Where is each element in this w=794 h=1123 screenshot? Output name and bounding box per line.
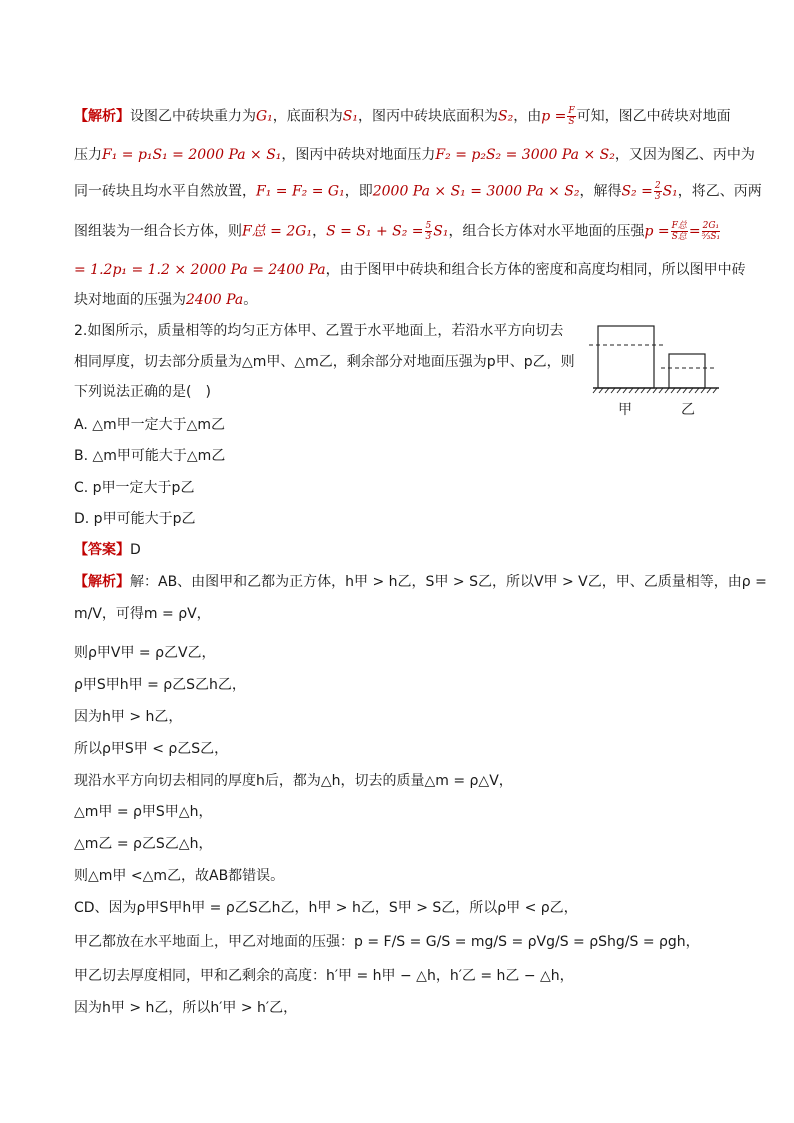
solution-line-8: △m甲 = ρ甲S甲△h， (74, 804, 213, 820)
answer-label: 【答案】 (74, 542, 130, 558)
option-a: A. △m甲一定大于△m乙 (74, 417, 226, 433)
prev-solution-line-4: 图组装为一组合长方体，则F总 = 2G₁，S = S₁ + S₂ = $\frac{5}{3}$ S₁，组合长方体对水平地面的压强p = $\frac{\text{F总}}{\text{S总}}$ = $\frac{\text{2G₁}}{\text{⁵⁄₃S₁}}$ (74, 221, 721, 242)
option-b: B. △m甲可能大于△m乙 (74, 448, 226, 464)
solution-line-1: 【解析】解：AB、由图甲和乙都为正方体，h甲 > h乙，S甲 > S乙，所以V甲 > V乙，甲、乙质量相等，由ρ = (74, 574, 767, 590)
solution-line-3: 则ρ甲V甲 = ρ乙V乙， (74, 645, 216, 661)
cubes-diagram (585, 318, 725, 422)
option-d: D. p甲可能大于p乙 (74, 511, 196, 527)
solution-line-12: 甲乙都放在水平地面上，甲乙对地面的压强：p = F/S = G/S = mg/S = ρVg/S = ρShg/S = ρgh， (74, 934, 700, 950)
ground-hatching (593, 388, 717, 393)
solution-line-14: 因为h甲 > h乙，所以h′甲 > h′乙， (74, 1000, 298, 1016)
solution-label: 【解析】 (74, 574, 130, 590)
solution-line-2: m/V，可得m = ρV， (74, 606, 211, 622)
prev-solution-line-2: 压力F₁ = p₁S₁ = 2000 Pa × S₁，图丙中砖块对地面压力F₂ = p₂S₂ = 3000 Pa × S₂，又因为图乙、丙中为 (74, 147, 755, 163)
solution-line-9: △m乙 = ρ乙S乙△h， (74, 836, 213, 852)
solution-line-5: 因为h甲 > h乙， (74, 709, 183, 725)
solution-label: 【解析】 (74, 108, 130, 125)
fraction-f-over-s: $\frac{F}{S}$ (568, 106, 575, 127)
cubes-figure (585, 318, 725, 422)
question-text-line-3: 下列说法正确的是( ) (74, 384, 211, 400)
prev-solution-line-6: 块对地面的压强为2400 Pa。 (74, 292, 258, 308)
label-jia: 甲 (618, 402, 632, 418)
solution-line-10: 则△m甲 <△m乙，故AB都错误。 (74, 868, 285, 884)
question-text-line-1: 2.如图所示，质量相等的均匀正方体甲、乙置于水平地面上，若沿水平方向切去 (74, 323, 564, 339)
prev-solution-line-5: = 1.2p₁ = 1.2 × 2000 Pa = 2400 Pa，由于图甲中砖块和组合长方体的密度和高度均相同，所以图甲中砖 (74, 262, 746, 278)
solution-line-11: CD、因为ρ甲S甲h甲 = ρ乙S乙h乙，h甲 > h乙，S甲 > S乙，所以ρ甲 < ρ乙， (74, 900, 578, 916)
solution-line-13: 甲乙切去厚度相同，甲和乙剩余的高度：h′甲 = h甲 − △h，h′乙 = h乙 − △h， (74, 968, 574, 984)
answer-line (74, 540, 141, 560)
cube-jia (598, 326, 654, 388)
cube-yi (669, 354, 705, 388)
solution-line-7: 现沿水平方向切去相同的厚度h后，都为△h，切去的质量△m = ρ△V， (74, 773, 513, 789)
option-c: C. p甲一定大于p乙 (74, 480, 195, 496)
answer-value: D (130, 542, 141, 558)
solution-line-6: 所以ρ甲S甲 < ρ乙S乙， (74, 741, 229, 757)
label-yi: 乙 (681, 402, 695, 418)
question-text-line-2: 相同厚度，切去部分质量为△m甲、△m乙，剩余部分对地面压强为p甲、p乙，则 (74, 354, 575, 370)
prev-solution-line-3: 同一砖块且均水平自然放置，F₁ = F₂ = G₁，即2000 Pa × S₁ = 3000 Pa × S₂，解得S₂ = $\frac{2}{3}$ S₁，将乙、丙两 (74, 181, 762, 202)
prev-solution-line-1: 【解析】设图乙中砖块重力为G₁，底面积为S₁，图丙中砖块底面积为S₂，由p = $\frac{F}{S}$ 可知，图乙中砖块对地面 (74, 106, 731, 127)
solution-line-4: ρ甲S甲h甲 = ρ乙S乙h乙， (74, 677, 246, 693)
